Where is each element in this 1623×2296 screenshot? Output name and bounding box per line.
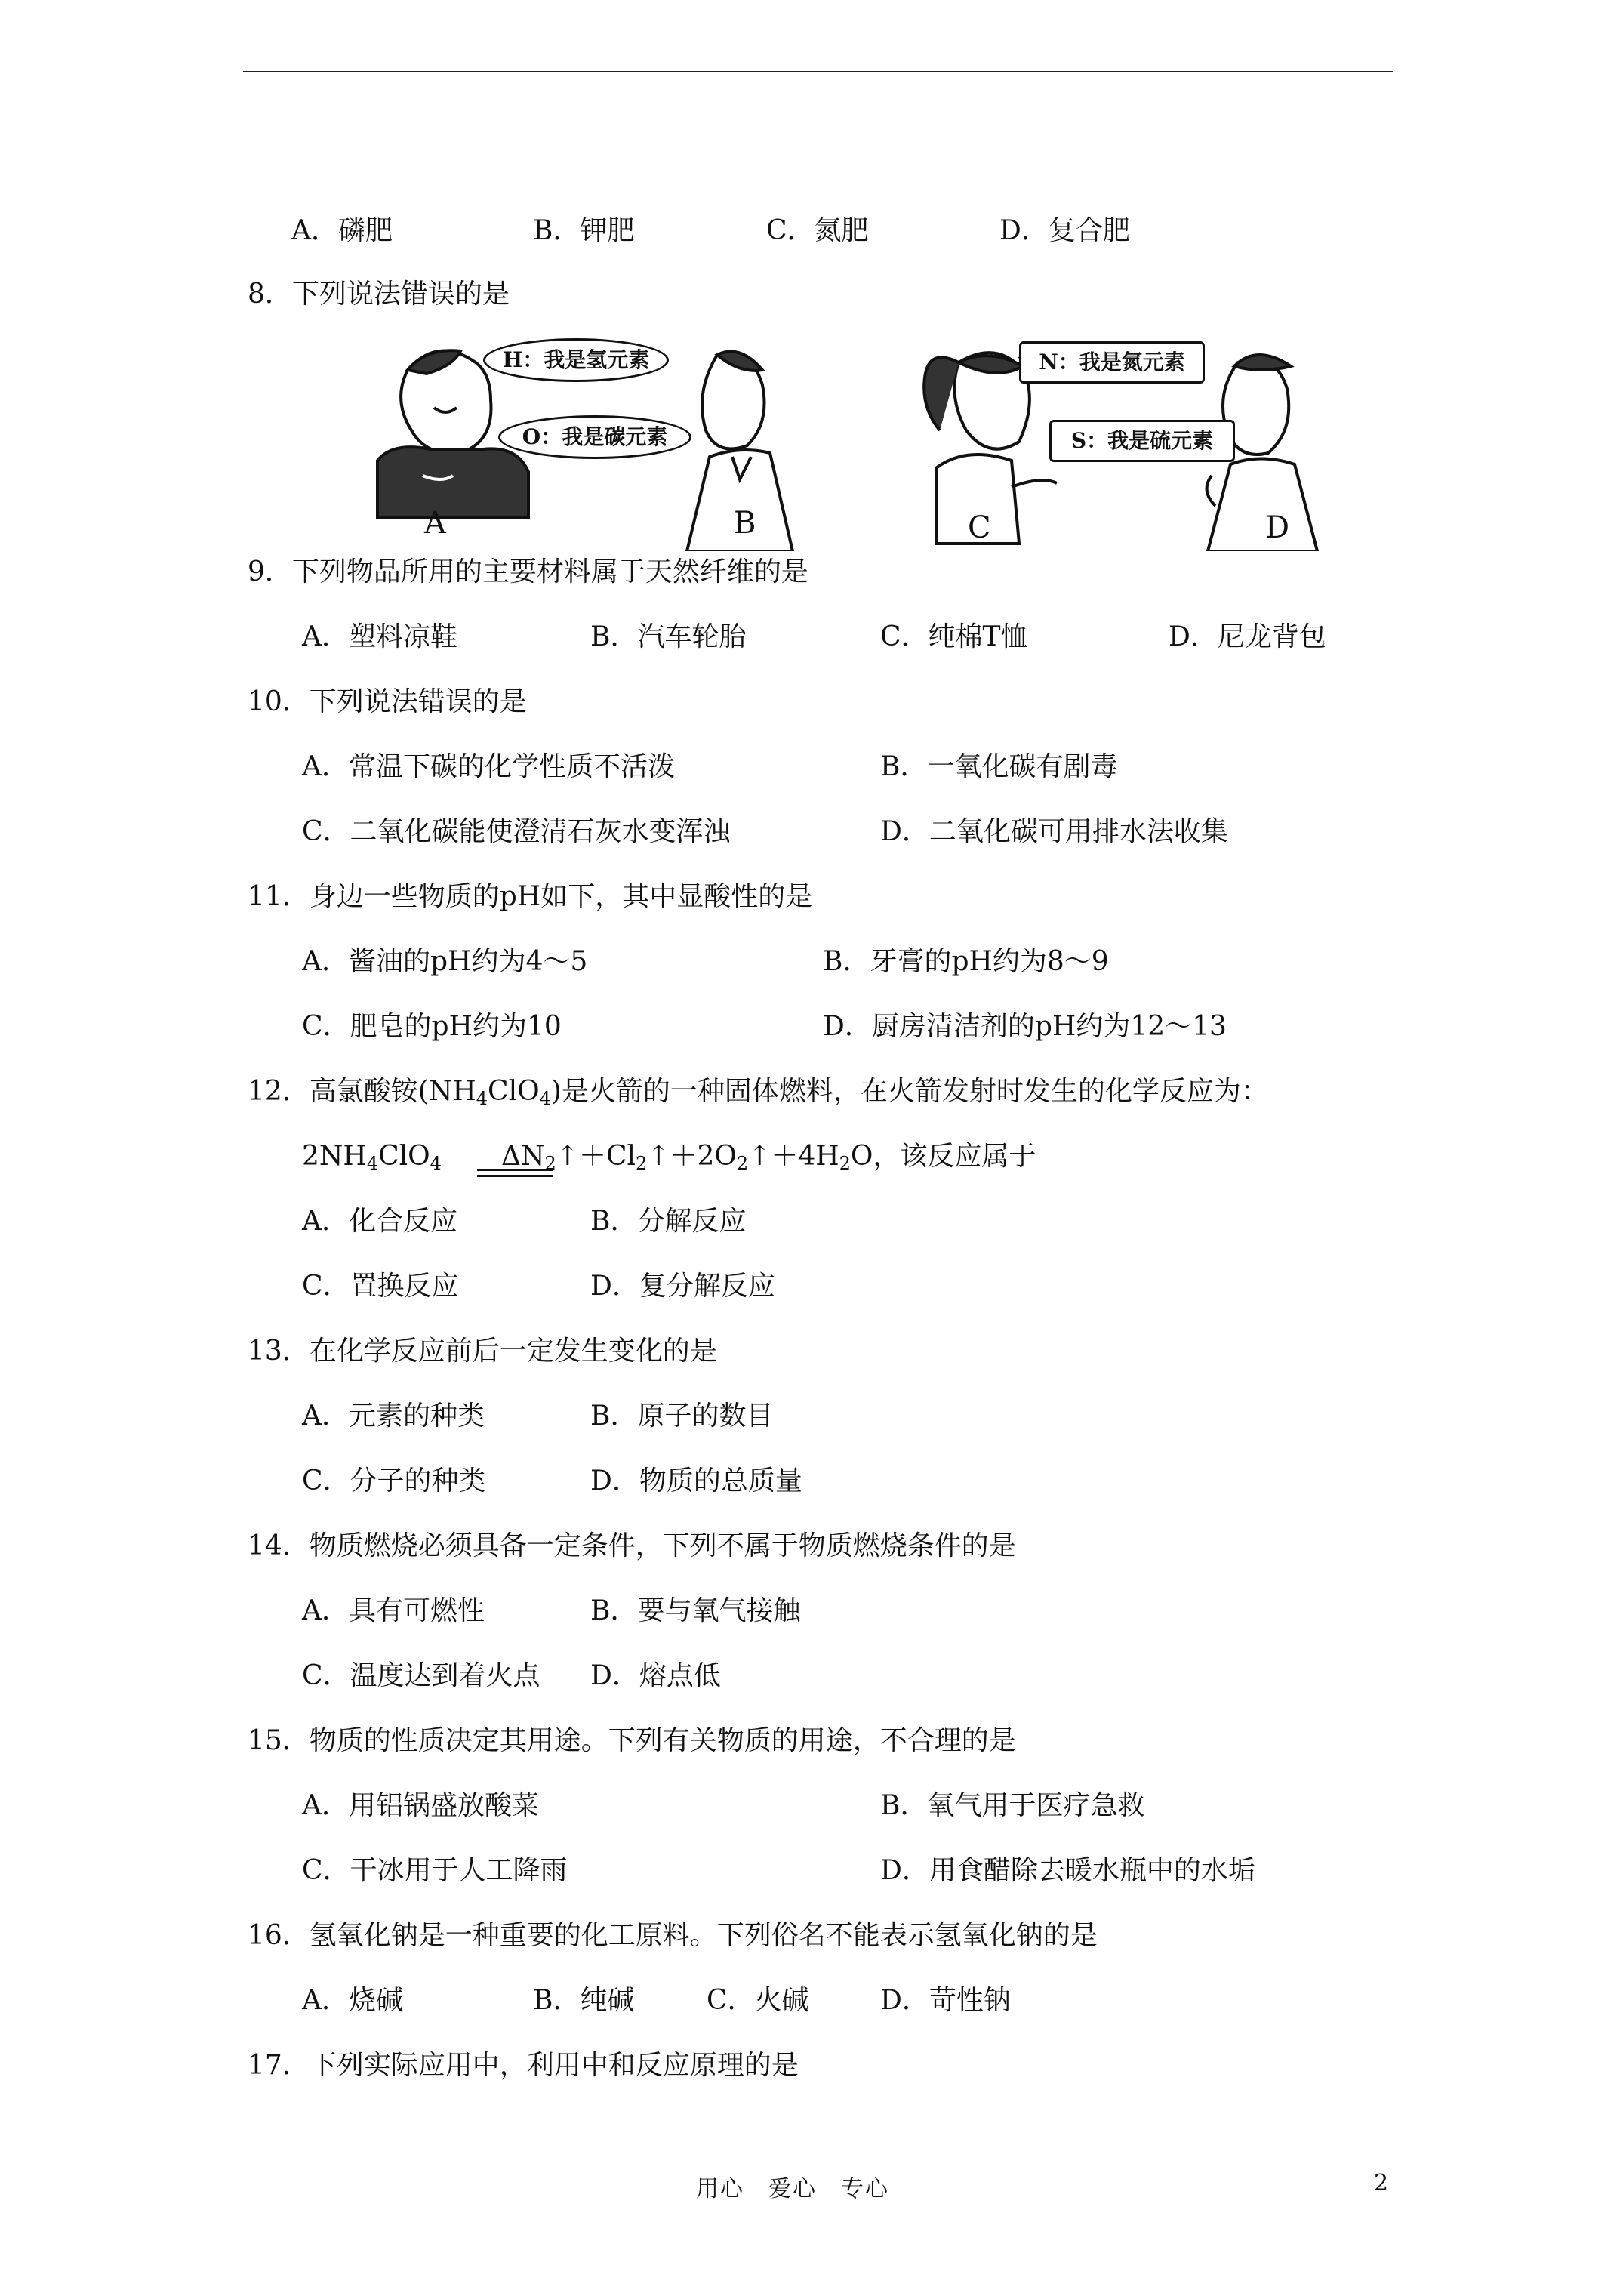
eq-delta: Δ [501, 1141, 521, 1172]
q17-stem: 17．下列实际应用中，利用中和反应原理的是 [248, 2050, 799, 2081]
q12-equation-left [302, 1139, 442, 1182]
q15-option-d: D．用食醋除去暖水瓶中的水垢 [880, 1855, 1255, 1886]
eq-r4: ↑＋4H [748, 1141, 839, 1172]
cartoon-label-a: A [424, 506, 446, 541]
bubble-n: N：我是氮元素 [1019, 341, 1205, 384]
q10-option-b: B．一氧化碳有剧毒 [880, 751, 1118, 782]
q15-option-b: B．氧气用于医疗急救 [880, 1790, 1145, 1821]
q10-option-d: D．二氧化碳可用排水法收集 [880, 816, 1228, 847]
eq-r2: ↑＋Cl [556, 1141, 636, 1172]
q13-option-d: D．物质的总质量 [590, 1465, 802, 1496]
q12-option-c: C．置换反应 [302, 1271, 459, 1302]
q9-option-a: A．塑料凉鞋 [302, 621, 457, 652]
q7-option-b: B．钾肥 [533, 215, 635, 246]
q8-cartoon [362, 325, 1336, 551]
q7-option-c: C．氮肥 [766, 215, 869, 246]
q14-stem: 14．物质燃烧必须具备一定条件，下列不属于物质燃烧条件的是 [248, 1530, 1016, 1561]
q15-option-c: C．干冰用于人工降雨 [302, 1855, 568, 1886]
q12-stem [248, 1074, 1268, 1117]
q12-equation-right [501, 1139, 1036, 1182]
q13-option-b: B．原子的数目 [590, 1401, 774, 1432]
q7-option-a: A．磷肥 [291, 215, 393, 246]
q13-option-c: C．分子的种类 [302, 1465, 486, 1496]
q15-option-a: A．用铝锅盛放酸菜 [302, 1790, 539, 1821]
bubble-h: H：我是氢元素 [483, 338, 669, 382]
q16-option-c: C．火碱 [707, 1985, 809, 2016]
q9-option-c: C．纯棉T恤 [880, 621, 1028, 652]
q7-option-d: D．复合肥 [999, 215, 1130, 246]
page-number: 2 [1374, 2170, 1389, 2196]
q11-option-c: C．肥皂的pH约为10 [302, 1011, 562, 1042]
q12-option-b: B．分解反应 [590, 1206, 747, 1237]
q12-stem-pre: 12．高氯酸铵(NH [248, 1076, 476, 1107]
q14-option-d: D．熔点低 [590, 1660, 721, 1691]
q16-option-a: A．烧碱 [302, 1985, 403, 2016]
q12-stem-post: )是火箭的一种固体燃料，在火箭发射时发生的化学反应为： [550, 1076, 1268, 1107]
q8-stem: 8．下列说法错误的是 [248, 279, 510, 310]
q10-stem: 10．下列说法错误的是 [248, 686, 527, 717]
eq-r2-sub: 2 [636, 1153, 648, 1174]
header-rule [243, 71, 1393, 72]
q13-option-a: A．元素的种类 [302, 1401, 485, 1432]
bubble-o: O：我是碳元素 [498, 415, 691, 459]
q14-option-b: B．要与氧气接触 [590, 1595, 801, 1626]
q10-option-a: A．常温下碳的化学性质不活泼 [302, 751, 675, 782]
cartoon-label-d: D [1265, 510, 1290, 545]
bubble-s: S：我是硫元素 [1049, 420, 1235, 462]
eq-r3-sub: 2 [736, 1153, 749, 1174]
q16-option-b: B．纯碱 [533, 1985, 635, 2016]
eq-left-post: ClO [378, 1141, 430, 1172]
q11-stem: 11．身边一些物质的pH如下，其中显酸性的是 [248, 881, 813, 912]
eq-left-sub2: 4 [430, 1153, 442, 1174]
eq-r1-sub: 2 [544, 1153, 556, 1174]
eq-left-pre: 2NH [302, 1141, 367, 1172]
q16-option-d: D．苛性钠 [880, 1985, 1011, 2016]
cartoon-label-c: C [968, 510, 991, 545]
q11-option-a: A．酱油的pH约为4～5 [302, 946, 588, 977]
q14-option-c: C．温度达到着火点 [302, 1660, 540, 1691]
q9-option-b: B．汽车轮胎 [590, 621, 747, 652]
eq-r5: O，该反应属于 [850, 1141, 1036, 1172]
q9-option-d: D．尼龙背包 [1169, 621, 1326, 652]
eq-r3: ↑＋2O [647, 1141, 737, 1172]
q12-stem-sub2: 4 [539, 1088, 551, 1109]
eq-left-sub: 4 [366, 1153, 379, 1174]
eq-r4-sub: 2 [839, 1153, 851, 1174]
cartoon-label-b: B [734, 506, 756, 541]
q14-option-a: A．具有可燃性 [302, 1595, 485, 1626]
q11-option-b: B．牙膏的pH约为8～9 [823, 946, 1109, 977]
q11-option-d: D．厨房清洁剂的pH约为12～13 [823, 1011, 1227, 1042]
q12-option-d: D．复分解反应 [590, 1271, 775, 1302]
footer-text: 用心 爱心 专心 [696, 2176, 889, 2202]
q9-stem: 9．下列物品所用的主要材料属于天然纤维的是 [248, 556, 808, 587]
q10-option-c: C．二氧化碳能使澄清石灰水变浑浊 [302, 816, 731, 847]
q15-stem: 15．物质的性质决定其用途。下列有关物质的用途，不合理的是 [248, 1725, 1016, 1756]
q12-stem-mid: ClO [488, 1076, 540, 1107]
q13-stem: 13．在化学反应前后一定发生变化的是 [248, 1336, 717, 1367]
q16-stem: 16．氢氧化钠是一种重要的化工原料。下列俗名不能表示氢氧化钠的是 [248, 1920, 1098, 1951]
q12-option-a: A．化合反应 [302, 1206, 457, 1237]
q12-stem-sub1: 4 [476, 1088, 488, 1109]
eq-r1: N [521, 1141, 545, 1172]
